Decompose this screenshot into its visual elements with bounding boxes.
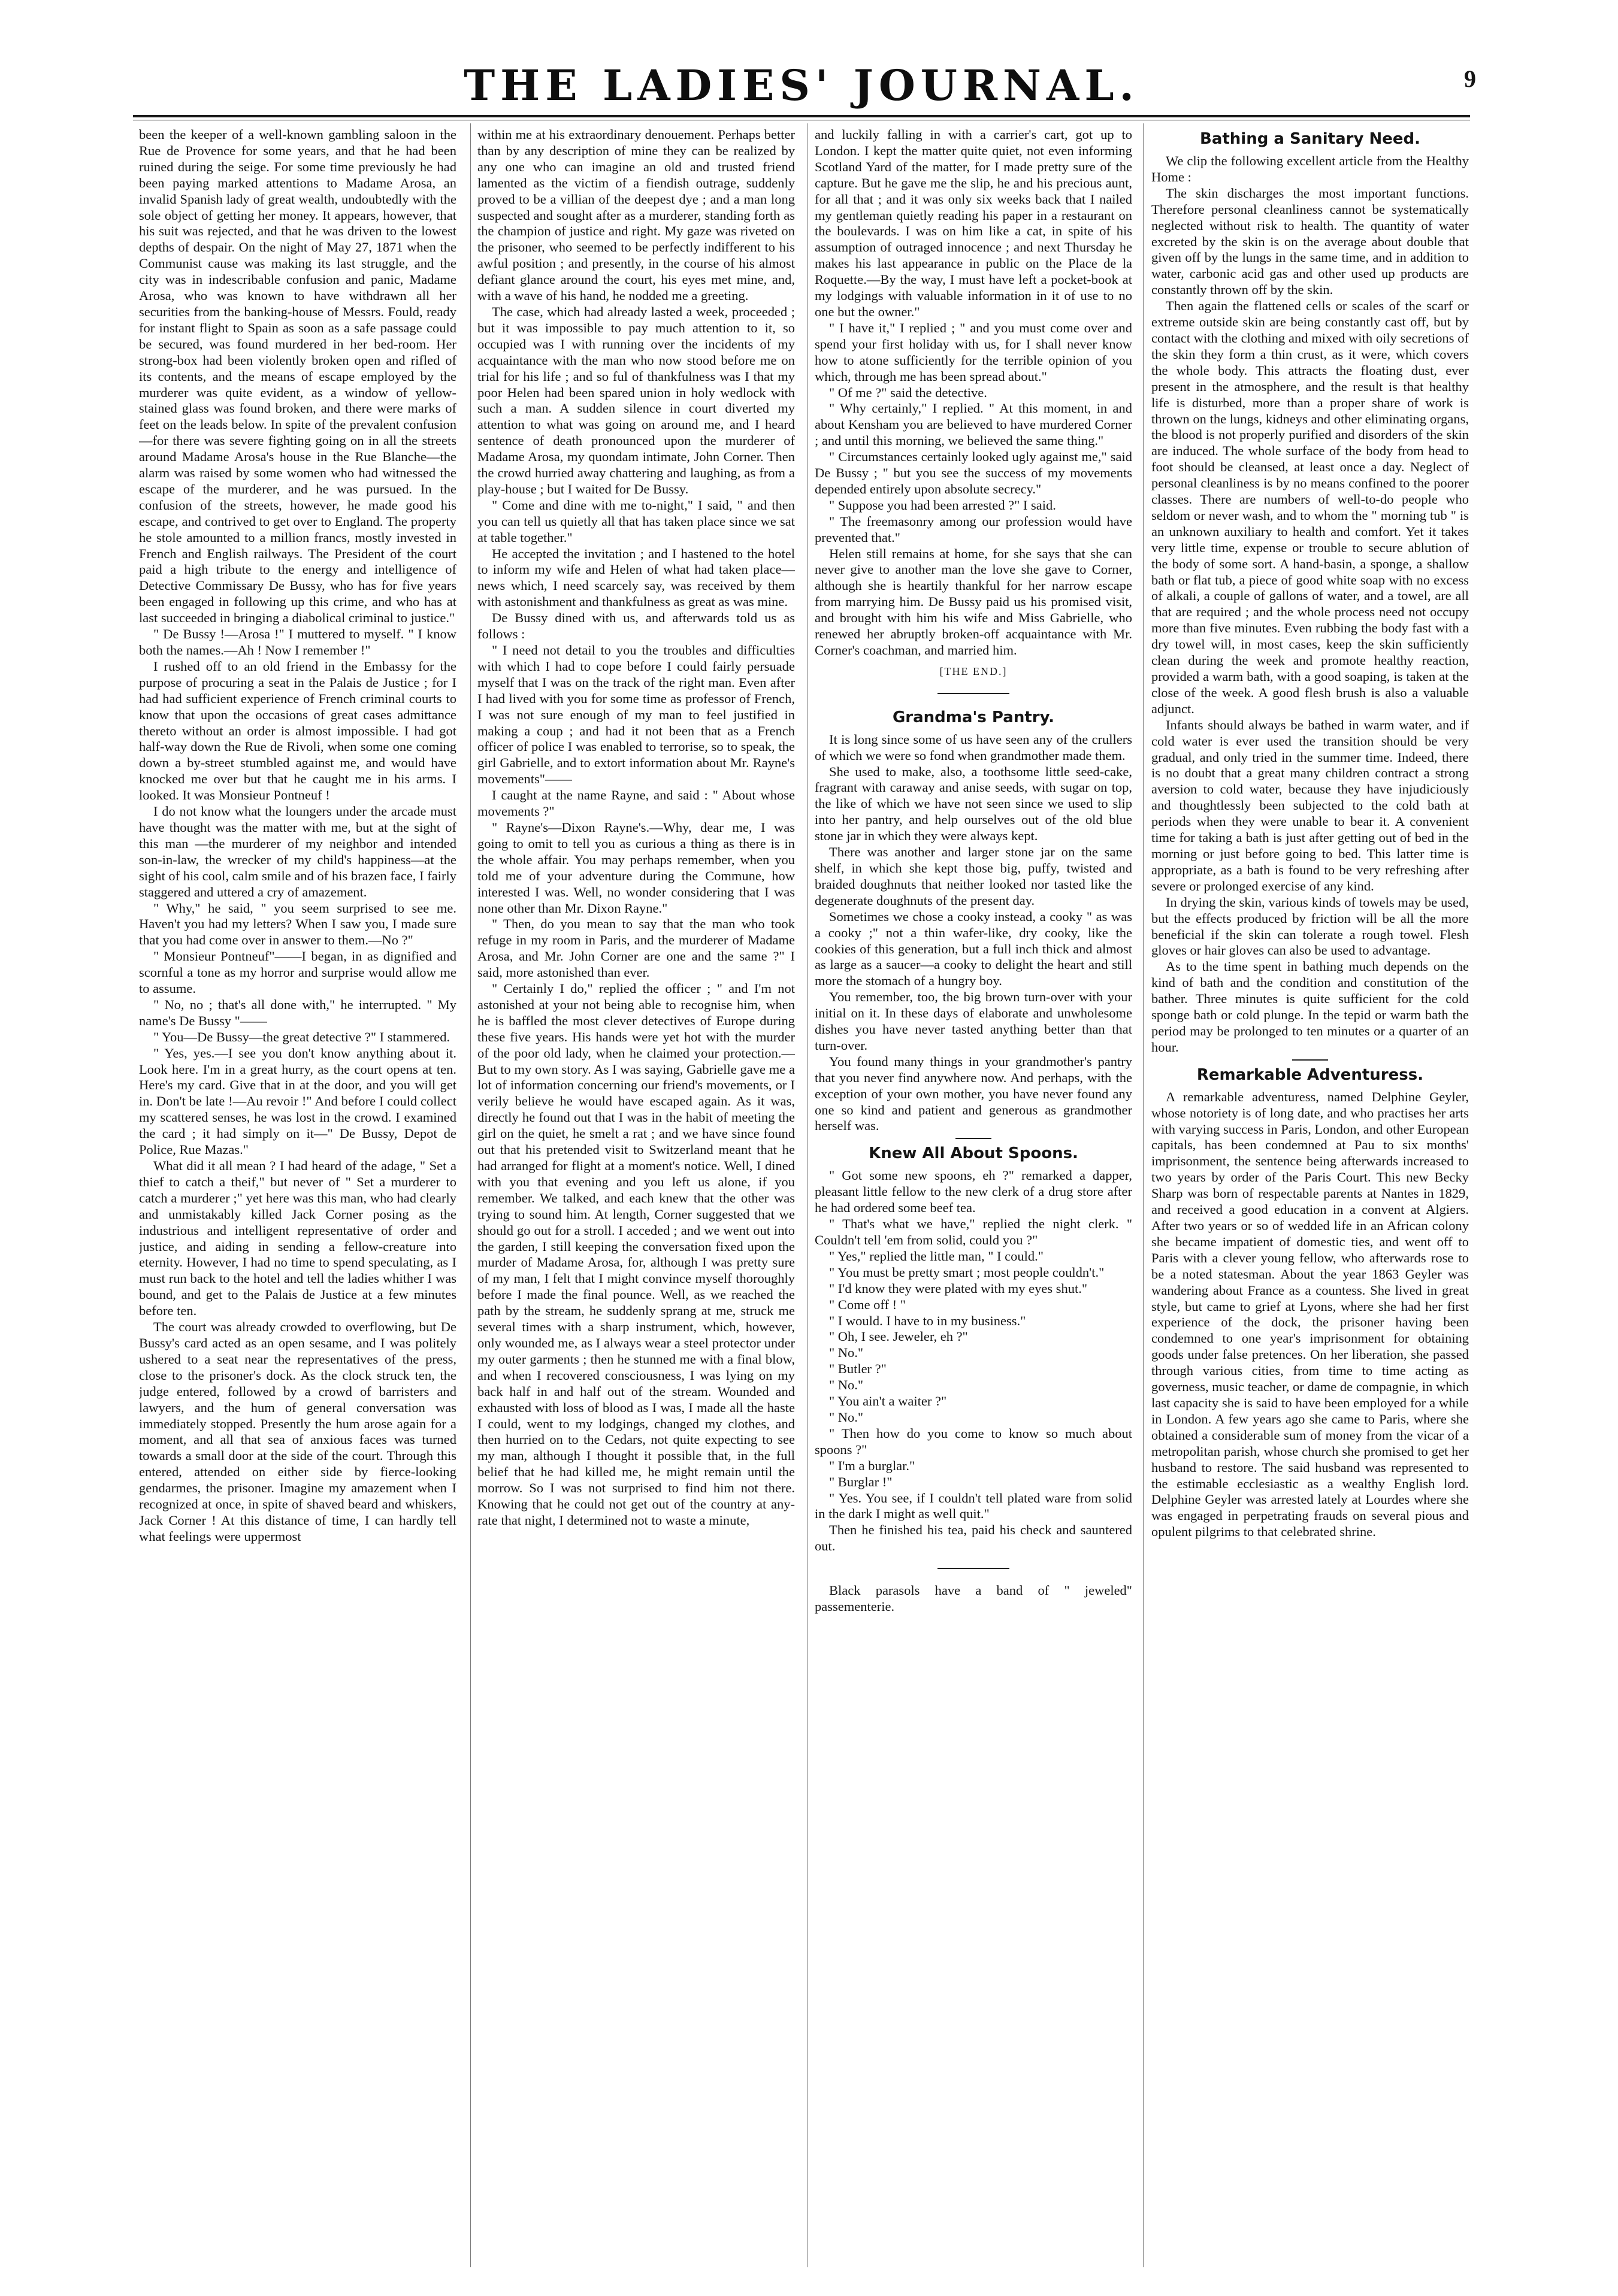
- story-paragraph: De Bussy dined with us, and afterwards told us as follows :: [477, 610, 795, 642]
- article-title-adventuress: Remarkable Adventuress.: [1196, 1065, 1424, 1084]
- article-paragraph: " No.": [829, 1345, 864, 1361]
- article-paragraph: She used to make, also, a toothsome little seed-cake, fragrant with caraway and anise seeds, with sugar on top, the like of which we have not seen since we used to slip into her pantry, and help ourselves out of the old blue stone jar in which they were always kept.: [815, 764, 1132, 844]
- article-paragraph: " I'd know they were plated with my eyes shut.": [829, 1280, 1088, 1296]
- article-paragraph: In drying the skin, various kinds of towels may be used, but the effects produced by friction will be all the more beneficial if the skin can tolerate a rough towel. Flesh gloves or hair gloves can also be used to advantage.: [1151, 894, 1469, 958]
- column-divider: [807, 123, 808, 2267]
- article-paragraph: " I'm a burglar.": [829, 1458, 915, 1473]
- article-paragraph: Then he finished his tea, paid his check and sauntered out.: [815, 1522, 1132, 1554]
- story-paragraph: " I have it," I replied ; " and you must come over and spend your first holiday with us, for I shall never know how to atone sufficiently for the terrible opinion of you which, through me has been spread about.": [815, 320, 1132, 384]
- article-paragraph: Then again the flattened cells or scales of the scarf or extreme outside skin are being constantly cast off, but by contact with the clothing and mixed with oily secretions of the skin they form a thin crust, as it were, which covers the whole body. This attracts the floating dust, ever present in the atmosphere, and the result is that healthy life is disturbed, more than a proper share of work is thrown on the lungs, kidneys and other eliminating organs, the blood is not properly purified and disorders of the skin are induced. The whole surface of the body from head to foot should be cleansed, at least once a day. Neglect of personal cleanliness is by no means confined to the poorer classes. There are numbers of well-to-do people who seldom or never wash, and to whom the " morning tub " is an unknown auxiliary to health and comfort. Yet it takes very little time, expense or trouble to secure ablution of the body of some sort. A hand-basin, a sponge, a shallow bath or flat tub, a piece of good white soap with no excess of alkali, a couple of gallons of water, and a towel, are all that are required ; and the whole process need not occupy more than five minutes. Even rubbing the body fast with a dry towel will, in most cases, keep the skin sufficiently clean during the week and promote healthy reaction, provided a warm bath, with a good soaping, is taken at the close of the week. A good flesh brush is also a valuable adjunct.: [1151, 298, 1469, 716]
- article-paragraph: " Butler ?": [829, 1361, 887, 1377]
- article-paragraph: Infants should always be bathed in warm water, and if cold water is ever used the transition should be very gradual, and only tried in the summer time. Indeed, there is no doubt that a great many children contract a strong aversion to cold water, because they have injudiciously and thoughtlessly been subjected to the cold bath at periods when they were unable to bear it. A convenient time for taking a bath is just after getting out of bed in the morning or just before going to bed. This latter time is appropriate, as a bath is found to be very refreshing after severe or prolonged exercise of any kind.: [1151, 717, 1469, 893]
- column-divider: [470, 123, 471, 2267]
- article-paragraph: " Come off ! ": [829, 1297, 906, 1312]
- story-paragraph: " I need not detail to you the troubles and difficulties with which I had to cope before I could fairly persuade myself that I was on the track of the right man. Even after I had lived with you for some time as professor of French, I was not sure enough of my man to feel justified in making a coup ; and had it not been that as a French officer of police I was enabled to terrorise, so to speak, the girl Gabrielle, and to extort information about Mr. Rayne's movements"——: [477, 643, 795, 787]
- article-title-grandmas-pantry: Grandma's Pantry.: [892, 708, 1055, 726]
- article-paragraph: It is long since some of us have seen any of the crullers of which we were so fond when grandmother made them.: [815, 731, 1132, 763]
- article-paragraph: " You ain't a waiter ?": [829, 1394, 947, 1409]
- article-paragraph: " Burglar !": [829, 1474, 893, 1489]
- story-paragraph: " The freemasonry among our profession would have prevented that.": [815, 513, 1132, 545]
- page-number: 9: [1464, 65, 1476, 92]
- section-separator: [955, 1138, 991, 1139]
- story-paragraph: " Then, do you mean to say that the man who took refuge in my room in Paris, and the murderer of Madame Arosa, and Mr. John Corner are one and the same ?" I said, more astonished than ever.: [477, 916, 795, 980]
- article-paragraph: There was another and larger stone jar on the same shelf, in which she kept those big, puffy, twisted and braided doughnuts that neither looked nor tasted like the degenerate doughnuts of the present day.: [815, 844, 1132, 908]
- article-paragraph: The skin discharges the most important functions. Therefore personal cleanliness cannot be systematically neglected without risk to health. The quantity of water excreted by the skin is on the average about double that given off by the lungs in the same time, and in addition to water, carbonic acid gas and other used up products are constantly thrown off by the skin.: [1151, 185, 1469, 298]
- story-paragraph: " No, no ; that's all done with," he interrupted. " My name's De Bussy "——: [139, 996, 456, 1028]
- article-paragraph: " I would. I have to in my business.": [829, 1313, 1026, 1328]
- article-paragraph: " Got some new spoons, eh ?" remarked a dapper, pleasant little fellow to the new clerk of a drug store after he had ordered some beef tea.: [815, 1168, 1132, 1216]
- story-paragraph: " Rayne's—Dixon Rayne's.—Why, dear me, I was going to omit to tell you as curious a thing as there is in the whole affair. You may perhaps remember, when you told me of your adventure during the Commune, how interested I was. Well, no wonder considering that I was none other than Mr. Dixon Rayne.": [477, 819, 795, 916]
- story-paragraph: " Circumstances certainly looked ugly against me," said De Bussy ; " but you see the success of my movements depended entirely upon absolute secrecy.": [815, 449, 1132, 496]
- article-paragraph: " No.": [829, 1409, 864, 1425]
- end-mark: [THE END.]: [939, 665, 1008, 677]
- article-title-bathing: Bathing a Sanitary Need.: [1200, 130, 1420, 148]
- masthead-title: THE LADIES' JOURNAL.: [464, 60, 1139, 110]
- section-separator: [815, 684, 1132, 701]
- article-paragraph: " No.": [829, 1377, 864, 1393]
- article-paragraph: You remember, too, the big brown turn-over with your initial on it. In these days of elaborate and unwholesome dishes you have never tasted anything better than that turn-over.: [815, 989, 1132, 1053]
- column-2: [477, 127, 795, 2277]
- story-paragraph: " Certainly I do," replied the officer ; " and I'm not astonished at your not being able to recognise him, when he is baffled the most clever detectives of Europe during these five years. His hands were yet hot with the murder of the poor old lady, when he claimed your protection.—But to my own story. As I was saying, Gabrielle gave me a lot of information concerning our friend's movements, or I verily believe he would have escaped again. As it was, directly he found out that I was in the habit of meeting the girl on the quiet, he smelt a rat ; and we have since found out that his pretended visit to Switzerland meant that he had arranged for flight at a moment's notice. Well, I dined with you that evening and you left us alone, if you remember. We talked, and each knew that the other was trying to sound him. At length, Corner suggested that we should go out for a stroll. I acceded ; and we went out into the garden, I still keeping the conversation fixed upon the murder of Madame Arosa, for, although I was pretty sure of my man, I felt that I might convince myself thoroughly before I made the final pounce. Well, as we reached the path by the stream, he suddenly sprang at me, struck me several times with a sharp instrument, which, however, only wounded me, as I always wear a steel protector under my outer garments ; then he stunned me with a final blow, and when I recovered consciousness, I was lying on my back half in and half out of the stream. Wounded and exhausted with loss of blood as I was, I made all the haste I could, went to my lodgings, changed my clothes, and then hurried on to the Cedars, not quite expecting to see my man, although I thought it possible that, in the full belief that he had killed me, he might remain until the morrow. So I was not surprised to find him not there. Knowing that he could not get out of the country at any-rate that night, I determined not to waste a minute,: [477, 981, 795, 1528]
- column-divider: [1143, 123, 1144, 2267]
- article-paragraph: " Yes," replied the little man, " I could.": [829, 1248, 1044, 1264]
- masthead-rule: [133, 115, 1470, 117]
- section-separator: [1292, 1059, 1328, 1061]
- column-1: [139, 127, 456, 2277]
- story-paragraph: The court was already crowded to overflowing, but De Bussy's card acted as an open sesame, and I was politely ushered to a seat near the representatives of the press, close to the prisoner's dock. As the clock struck ten, the judge entered, followed by a crowd of barristers and lawyers, and the hum of general conversation was immediately stopped. Presently the hum arose again for a moment, and all that sea of anxious faces was turned towards a small door at the side of the court. Through this entered, attended on either side by fierce-looking gendarmes, the prisoner. Imagine my amazement when I recognized at once, in spite of shaved beard and whiskers, Jack Corner ! At this distance of time, I can hardly tell what feelings were uppermost: [139, 1319, 456, 1544]
- story-paragraph: The case, which had already lasted a week, proceeded ; but it was impossible to pay much attention to it, so occupied was I with running over the incidents of my acquaintance with the man who now stood before me on trial for his life ; and so ful of thankfulness was I that my poor Helen had been spared union in holy wedlock with such a man. A sudden silence in court diverted my attention to what was going on around me, and I heard sentence of death pronounced upon the murderer of Madame Arosa, my quondam intimate, John Corner. Then the crowd hurried away chattering and laughing, as from a play-house ; but I waited for De Bussy.: [477, 304, 795, 496]
- story-paragraph: " Why," he said, " you seem surprised to see me. Haven't you had my letters? When I saw you, I made sure that you had come over in answer to them.—No ?": [139, 900, 456, 948]
- story-paragraph: " Suppose you had been arrested ?" I said.: [829, 497, 1056, 513]
- column-4: [1151, 127, 1469, 2277]
- story-paragraph: He accepted the invitation ; and I hastened to the hotel to inform my wife and Helen of what had taken place—news which, I need scarcely say, was received by them with astonishment and thankfulness as great as was mine.: [477, 546, 795, 610]
- story-paragraph: " Monsieur Pontneuf"——I began, in as dignified and scornful a tone as my horror and surprise would allow me to assume.: [139, 949, 456, 996]
- story-paragraph: I caught at the name Rayne, and said : " About whose movements ?": [477, 787, 795, 819]
- article-paragraph: A remarkable adventuress, named Delphine Geyler, whose notoriety is of long date, and who practises her arts with varying success in Paris, London, and other European capitals, has been condemned at Pau to six months' imprisonment, the sentence being afterwards increased to two years by order of the Paris Court. This new Becky Sharp was born of respectable parents at Nantes in 1829, and received a good education in a convent at Algiers. After two years or so of wedded life in an African colony she became impatient of domestic ties, and went off to Paris with a clever young fellow, who afterwards rose to be a noted statesman. About the year 1863 Geyler was wandering about France as a countess. She lived in great style, but came to grief at Lyons, where she had her first experience of the dock, the prisoner having been condemned to one year's imprisonment for obtaining goods under false pretences. On her liberation, she passed through various cities, from time to time acting as governess, music teacher, or dame de compagnie, in which last capacity she is said to have been employed for a while in London. A few years ago she came to Paris, where she obtained a considerable sum of money from the vicar of a metropolitan parish, whose church she promised to get her husband to restore. The said husband was represented to the estimable ecclesiastic as a wealthy English lord. Delphine Geyler was arrested lately at Lourdes where she was engaged in perpetrating frauds on several pious and opulent pilgrims to that celebrated shrine.: [1151, 1089, 1469, 1540]
- story-paragraph: What did it all mean ? I had heard of the adage, " Set a thief to catch a theif," but never of " Set a murderer to catch a murderer ;" yet here was this man, who had clearly and unmistakably killed Jack Corner posing as the industrious and intelligent representative of order and justice, and aiding in sending a fellow-creature into eternity. However, I had no time to spend speculating, as I must run back to the hotel and tell the ladies whither I was bound, and get to the Palais de Justice at a few minutes before ten.: [139, 1158, 456, 1319]
- article-paragraph: " You must be pretty smart ; most people couldn't.": [829, 1264, 1105, 1280]
- article-paragraph: " Yes. You see, if I couldn't tell plated ware from solid in the dark I might as well quit.": [815, 1490, 1132, 1522]
- article-paragraph: " That's what we have," replied the night clerk. " Couldn't tell 'em from solid, could you ?": [815, 1216, 1132, 1247]
- story-paragraph: " De Bussy !—Arosa !" I muttered to myself. " I know both the names.—Ah ! Now I remember !": [139, 626, 456, 658]
- article-paragraph: " Then how do you come to know so much about spoons ?": [815, 1425, 1132, 1457]
- story-paragraph: I do not know what the loungers under the arcade must have thought was the matter with me, but at the sight of this man —the murderer of my neighbor and intended son-in-law, the wrecker of my child's happiness—at the sight of his cool, calm smile and of his brazen face, I fairly staggered and uttered a cry of amazement.: [139, 804, 456, 899]
- column-3: [815, 127, 1132, 2277]
- article-paragraph: Black parasols have a band of " jeweled" passementerie.: [815, 1583, 1132, 1614]
- article-paragraph: " Oh, I see. Jeweler, eh ?": [829, 1329, 968, 1344]
- story-paragraph: and luckily falling in with a carrier's cart, got up to London. I kept the matter quite quiet, not even informing Scotland Yard of the matter, for I made pretty sure of the capture. But he gave me the slip, he and his precious aunt, for all that ; and it was only six weeks back that I nailed my gentleman quietly reading his paper in a restaurant on the boulevards. I was on him like a cat, in spite of his assumption of outraged innocence ; and next Thursday he makes his last appearance in public on the Place de la Roquette.—By the way, I must have left a pocket-book at my lodgings with valuable information in it of use to no one but the owner.": [815, 127, 1132, 319]
- story-paragraph: been the keeper of a well-known gambling saloon in the Rue de Provence for some years, and that he had been ruined during the seige. For some time previously he had been paying marked attentions to Madame Arosa, an invalid Spanish lady of great wealth, undoubtedly with the sole object of getting her money. It appears, however, that his suit was rejected, and that he was driven to the lowest depths of despair. On the night of May 27, 1871 when the Communist cause was making its last struggle, and the city was in indescribable confusion and panic, Madame Arosa, who was known to have withdrawn all her securities from the banking-house of Messrs. Fould, ready for instant flight to Spain as soon as a safe passage could be secured, was found murdered in her bed-room. Her strong-box had been violently broken open and rifled of its contents, and the means of escape employed by the murderer was quite evident, as a window of yellow-stained glass was found broken, and there were marks of feet on the leads below. In spite of the prevalent confusion—for there was severe fighting going on in all the streets around Madame Arosa's house in the Rue Blanche—the alarm was raised by some women who had witnessed the escape of the murderer, and he was pursued. In the confusion of the streets, however, he made good his escape, and contrived to get over to England. The property he stole amounted to a million francs, mostly invested in French and English railways. The President of the court paid a high tribute to the energy and intelligence of Detective Commissary De Bussy, who has for five years been engaged in following up this crime, and who has at last succeeded in bringing a diabolical criminal to justice.": [139, 127, 456, 626]
- story-paragraph: " Of me ?" said the detective.: [829, 384, 987, 400]
- story-paragraph: within me at his extraordinary denouement. Perhaps better than by any description of mine they can be realized by any one who can imagine an old and trusted friend lamented as the victim of a fiendish outrage, suddenly proved to be a villian of the deepest dye ; and a man long suspected and sought after as a murderer, standing forth as the champion of justice and right. My gaze was riveted on the prisoner, who seemed to be perfectly indifferent to his awful position ; and presently, in the course of his almost defiant glance around the court, his eyes met mine, and, with a wave of his hand, he nodded me a greeting.: [477, 127, 795, 304]
- story-paragraph: " You—De Bussy—the great detective ?" I stammered.: [153, 1029, 450, 1044]
- article-paragraph: We clip the following excellent article from the Healthy Home :: [1151, 153, 1469, 184]
- story-paragraph: Helen still remains at home, for she says that she can never give to another man the love she gave to Corner, although she is heartily thankful for her narrow escape from marrying him. De Bussy paid us his promised visit, and brought with him his wife and Miss Gabrielle, who renewed her abruptly broken-off acquaintance with Mr. Corner's coachman, and married him.: [815, 546, 1132, 658]
- article-title-spoons: Knew All About Spoons.: [869, 1144, 1078, 1163]
- story-paragraph: I rushed off to an old friend in the Embassy for the purpose of procuring a seat in the Palais de Justice ; for I had had sufficient experience of French criminal courts to know that upon the occasions of great cases admittance thereto without an order is almost impossible. I had got half-way down the Rue de Rivoli, when some one coming down a by-street stumbled against me, and would have knocked me over but that he caught me in his arms. I looked. It was Monsieur Pontneuf !: [139, 658, 456, 803]
- article-paragraph: As to the time spent in bathing much depends on the kind of bath and the condition and constitution of the bather. Three minutes is quite sufficient for the cold sponge bath or cold plunge. In the tepid or warm bath the period may be prolonged to ten minutes or a quarter of an hour.: [1151, 959, 1469, 1055]
- section-separator: [815, 1559, 1132, 1576]
- article-paragraph: You found many things in your grandmother's pantry that you never find anywhere now. And perhaps, with the exception of your own mother, you have never found any one so kind and patient and generous as grandmother herself was.: [815, 1053, 1132, 1134]
- story-paragraph: " Why certainly," I replied. " At this moment, in and about Kensham you are believed to have murdered Corner ; and until this morning, we believed the same thing.": [815, 401, 1132, 449]
- story-paragraph: " Come and dine with me to-night," I said, " and then you can tell us quietly all that has taken place since we sat at table together.": [477, 497, 795, 545]
- story-paragraph: " Yes, yes.—I see you don't know anything about it. Look here. I'm in a great hurry, as the court opens at ten. Here's my card. Give that in at the door, and you will get in. Don't be late !—Au revoir !" And before I could collect my scattered senses, he was lost in the crowd. I examined the card ; it had simply on it—" De Bussy, Depot de Police, Rue Mazas.": [139, 1045, 456, 1158]
- article-paragraph: Sometimes we chose a cooky instead, a cooky " as was a cooky ;" not a thin wafer-like, dry cooky, like the cookies of this generation, but a full inch thick and almost as large as a saucer—a cooky to delight the heart and still more the stomach of a hungry boy.: [815, 908, 1132, 989]
